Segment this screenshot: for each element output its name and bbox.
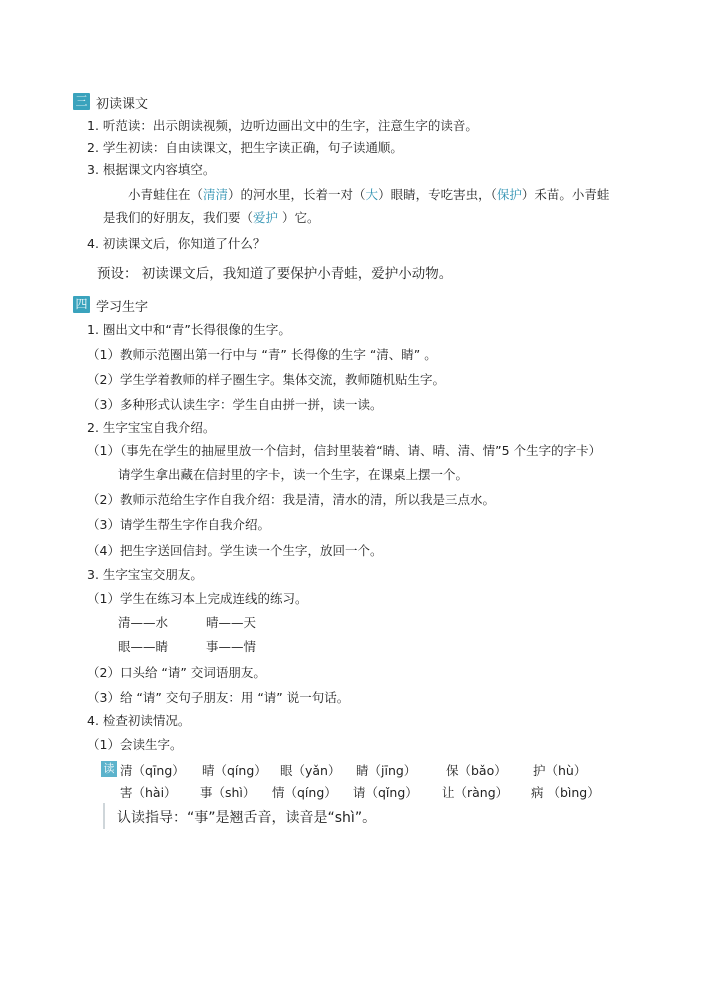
pinyin-item: 保（bǎo） (446, 763, 507, 778)
list-item: （3）给 “请” 交句子朋友：用 “请” 说一句话。 (87, 690, 350, 705)
read-tag-icon: 读 (101, 761, 117, 777)
pinyin-item: 害（hài） (120, 785, 177, 800)
pinyin-item: 病 （bìng） (531, 785, 600, 800)
pinyin-item: 晴（qíng） (202, 763, 267, 778)
pinyin-item: 情（qíng） (272, 785, 337, 800)
answer-text: 清清 (203, 187, 229, 202)
list-item: 4. 初读课文后，你知道了什么？ (87, 236, 266, 251)
answer-text: 大 (365, 187, 379, 202)
list-item: （1）会读生字。 (87, 737, 183, 752)
pinyin-item: 清（qīng） (120, 763, 185, 778)
word-pair: 清——水 (118, 615, 169, 630)
list-item: （2）教师示范给生字作自我介绍：我是清，清水的清，所以我是三点水。 (87, 492, 495, 507)
section-title: 初读课文 (96, 97, 149, 112)
list-item: 1. 圈出文中和“青”长得很像的生字。 (87, 322, 291, 337)
list-item: 2. 学生初读：自由读课文，把生字读正确，句子读通顺。 (87, 140, 403, 155)
pinyin-item: 事（shì） (200, 785, 256, 800)
list-item: （3）请学生帮生字作自我介绍。 (87, 517, 270, 532)
reading-guide: 认读指导：“事”是翘舌音，读音是“shì”。 (117, 810, 377, 826)
section-title: 学习生字 (96, 300, 149, 315)
list-item: 1. 听范读：出示朗读视频，边听边画出文中的生字，注意生字的读音。 (87, 118, 478, 133)
pinyin-item: 护（hù） (533, 763, 587, 778)
pinyin-item: 请（qǐng） (353, 785, 418, 800)
pinyin-item: 眼（yǎn） (280, 763, 341, 778)
list-item: 2. 生字宝宝自我介绍。 (87, 420, 216, 435)
section-number-badge: 四 (73, 296, 90, 313)
list-item: （2）学生学着教师的样子圈生字。集体交流，教师随机贴生字。 (87, 372, 445, 387)
list-item: （2）口头给 “请” 交词语朋友。 (87, 665, 266, 680)
fill-in-sentence: 小青蛙住在（清清）的河水里，长着一对（大）眼睛，专吃害虫，（保护）禾苗。小青蛙 (128, 187, 610, 202)
pinyin-item: 睛（jīng） (356, 763, 417, 778)
pinyin-item: 让（ràng） (442, 785, 509, 800)
list-item: （1）教师示范圈出第一行中与 “青” 长得像的生字 “清、睛” 。 (87, 347, 437, 362)
section-number-badge: 三 (73, 93, 90, 110)
list-item: 3. 生字宝宝交朋友。 (87, 567, 203, 582)
fill-in-sentence-cont: 是我们的好朋友，我们要（爱护 ）它。 (103, 210, 320, 225)
list-item: （1）学生在练习本上完成连线的练习。 (87, 591, 308, 606)
list-item: 请学生拿出藏在信封里的字卡，读一个生字，在课桌上摆一个。 (118, 467, 469, 482)
preset-answer: 预设： 初读课文后，我知道了要保护小青蛙，爱护小动物。 (97, 266, 453, 282)
list-item: （1）（事先在学生的抽屉里放一个信封，信封里装着“睛、请、晴、清、情”5 个生字的字卡） (87, 443, 602, 458)
list-item: （4）把生字送回信封。学生读一个生字，放回一个。 (87, 543, 383, 558)
word-pair: 晴——天 (206, 615, 257, 630)
list-item: 3. 根据课文内容填空。 (87, 162, 216, 177)
guide-divider (103, 803, 105, 829)
word-pair: 事——情 (206, 639, 257, 654)
list-item: （3）多种形式认读生字：学生自由拼一拼，读一读。 (87, 397, 383, 412)
word-pair: 眼——睛 (118, 639, 169, 654)
answer-text: 保护 (496, 187, 522, 202)
answer-text: 爱护 (253, 210, 279, 225)
list-item: 4. 检查初读情况。 (87, 713, 191, 728)
